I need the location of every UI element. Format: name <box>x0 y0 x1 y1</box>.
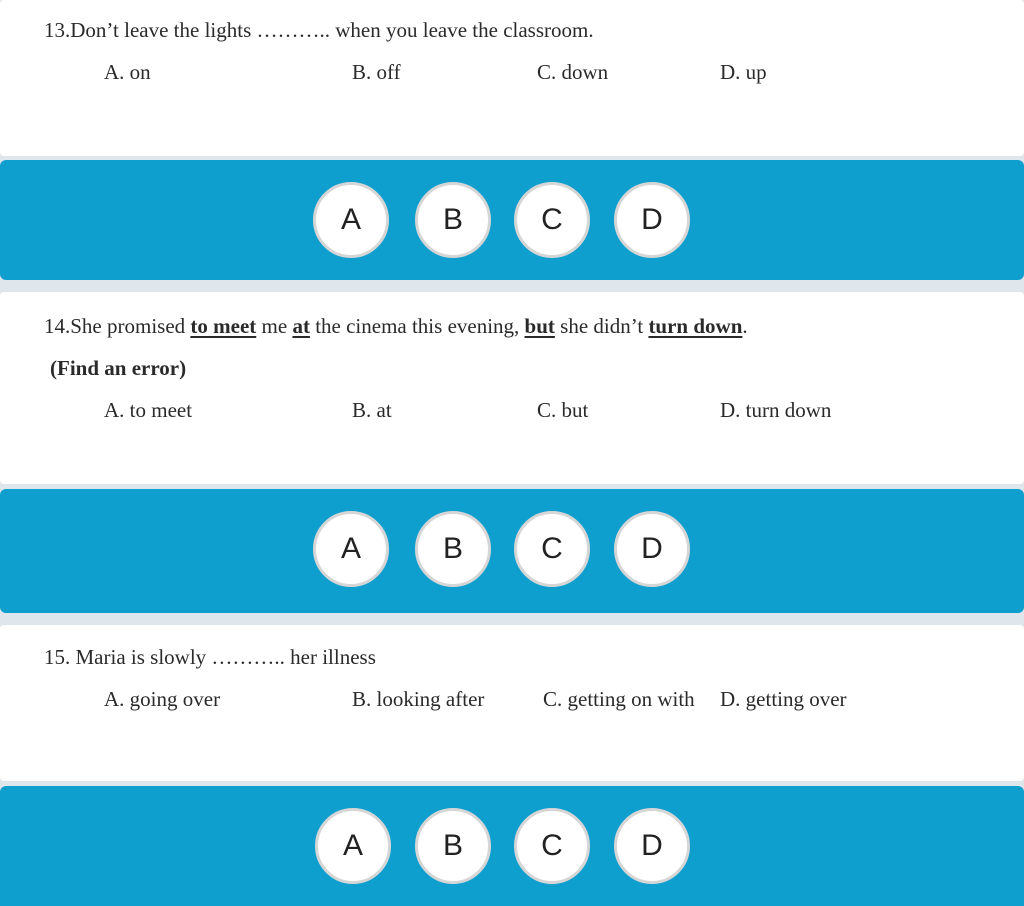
question-15-card <box>0 625 1024 781</box>
question-number: 13. <box>44 18 71 42</box>
option-c: C. down <box>537 60 609 84</box>
answer-c-button[interactable]: C <box>514 511 590 587</box>
answer-d-button[interactable]: D <box>614 182 690 258</box>
underlined-to-meet: to meet <box>190 314 257 338</box>
answer-a-button[interactable]: A <box>313 511 389 587</box>
find-error-note: (Find an error) <box>50 356 187 380</box>
underlined-at: at <box>292 314 310 338</box>
option-b: B. looking after <box>352 687 485 711</box>
option-d: D. getting over <box>720 687 847 711</box>
answer-b-button[interactable]: B <box>415 808 491 884</box>
question-13-text: 13.Don’t leave the lights ……….. when you leave the classroom. <box>44 18 594 42</box>
option-a: A. going over <box>104 687 221 711</box>
blank: ……….. <box>256 18 330 42</box>
answer-band-14 <box>0 489 1024 613</box>
option-b: B. off <box>352 60 401 84</box>
underlined-but: but <box>524 314 555 338</box>
option-c: C. getting on with <box>543 687 695 711</box>
answer-band-15 <box>0 786 1024 906</box>
question-14-text: 14.She promised to meet me at the cinema this evening, but she didn’t turn down. <box>44 314 748 338</box>
answer-a-button[interactable]: A <box>313 182 389 258</box>
question-number: 14. <box>44 314 71 338</box>
answer-c-button[interactable]: C <box>514 808 590 884</box>
question-14-card <box>0 292 1024 484</box>
option-c: C. but <box>537 398 589 422</box>
answer-b-button[interactable]: B <box>415 182 491 258</box>
answer-c-button[interactable]: C <box>514 182 590 258</box>
answer-band-13 <box>0 160 1024 280</box>
option-b: B. at <box>352 398 392 422</box>
option-d: D. up <box>720 60 767 84</box>
question-number: 15. <box>44 645 71 669</box>
underlined-turn-down: turn down <box>648 314 743 338</box>
answer-b-button[interactable]: B <box>415 511 491 587</box>
question-13-card <box>0 0 1024 156</box>
option-a: A. to meet <box>104 398 193 422</box>
question-15-text: 15. Maria is slowly ……….. her illness <box>44 645 376 669</box>
option-a: A. on <box>104 60 151 84</box>
answer-a-button[interactable]: A <box>315 808 391 884</box>
answer-d-button[interactable]: D <box>614 808 690 884</box>
answer-d-button[interactable]: D <box>614 511 690 587</box>
blank: ……….. <box>211 645 285 669</box>
option-d: D. turn down <box>720 398 832 422</box>
